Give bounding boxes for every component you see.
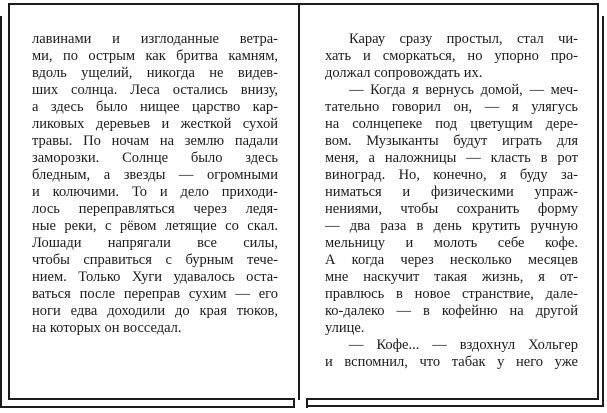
text-line: чтобы справиться с бурным тече- bbox=[32, 252, 278, 268]
text-line: лось переправляться через ледя- bbox=[32, 201, 278, 217]
text-line: лавинами и изглоданные ветра- bbox=[32, 31, 278, 47]
text-line: нениями, чтобы сохранить форму bbox=[325, 201, 578, 217]
text-line: ноги едва доходили до края тюков, bbox=[32, 303, 278, 319]
text-line: улице. bbox=[325, 320, 365, 336]
text-line: и колючими. То и дело приходи- bbox=[32, 184, 278, 200]
text-line: правлюсь в новое странствие, дале- bbox=[325, 286, 578, 302]
spread-border-bottom-right bbox=[306, 398, 599, 400]
text-line: нием. Только Хуги удавалось оста- bbox=[32, 269, 278, 285]
text-line: — Кофе... — вздохнул Хольгер bbox=[349, 337, 578, 353]
text-line: — Когда я вернусь домой, — меч- bbox=[349, 82, 578, 98]
text-line: бледным, а звезды — огромными bbox=[32, 167, 278, 183]
spread-border-right bbox=[597, 3, 599, 400]
text-line: меня, а наложницы — класть в рот bbox=[325, 150, 578, 166]
page-stack-edge-right bbox=[602, 16, 604, 407]
page-stack-edge-bottom-left bbox=[0, 406, 295, 408]
text-line: хать и сморкаться, но упорно про- bbox=[325, 48, 578, 64]
text-line: — два раза в день крутить ручную bbox=[325, 218, 578, 234]
text-line: и вспомнил, что табак у него уже bbox=[325, 354, 578, 370]
text-line: мельницу и молоть себе кофе. bbox=[325, 235, 578, 251]
text-line: ликовых деревьев и жесткой сухой bbox=[32, 116, 278, 132]
text-line: вом. Музыканты будут играть для bbox=[325, 133, 578, 149]
text-line: на которых он восседал. bbox=[32, 320, 182, 336]
text-line: А когда через несколько месяцев bbox=[325, 252, 578, 268]
text-line: должал сопровождать их. bbox=[325, 65, 483, 81]
text-line: на солнцепеке под цветущим дере- bbox=[325, 116, 578, 132]
text-line: ших солнца. Леса остались внизу, bbox=[32, 82, 278, 98]
page-stack-edge-bottom-right bbox=[306, 405, 604, 407]
text-line: ваться после переправ сухим — его bbox=[32, 286, 278, 302]
text-line: Лошади напрягали все силы, bbox=[32, 235, 278, 251]
text-line: ми, по острым как бритва камням, bbox=[32, 48, 278, 64]
page-stack-edge-left bbox=[0, 16, 2, 408]
text-line: вдоль ущелий, никогда не видев- bbox=[32, 65, 278, 81]
text-line: мне наскучит такая жизнь, я от- bbox=[325, 269, 578, 285]
page-right-text bbox=[325, 31, 578, 371]
text-line: травы. По ночам на землю падали bbox=[32, 133, 278, 149]
spread-border-bottom-left bbox=[8, 398, 295, 400]
text-line: Карау сразу простыл, стал чи- bbox=[349, 31, 578, 47]
text-line: а здесь было нищее царство кар- bbox=[32, 99, 278, 115]
page-left[interactable] bbox=[10, 5, 298, 398]
text-line: виноград. Но, конечно, я буду за- bbox=[325, 167, 578, 183]
text-line: ко-далеко — в кофейню на другой bbox=[325, 303, 578, 319]
text-line: заморозки. Солнце было здесь bbox=[32, 150, 278, 166]
text-line: тательно говорил он, — я улягусь bbox=[325, 99, 578, 115]
page-right[interactable] bbox=[300, 5, 597, 398]
page-left-text bbox=[32, 31, 278, 337]
text-line: ные реки, с рёвом летящие со скал. bbox=[32, 218, 278, 234]
text-line: ниматься и физическими упраж- bbox=[325, 184, 578, 200]
